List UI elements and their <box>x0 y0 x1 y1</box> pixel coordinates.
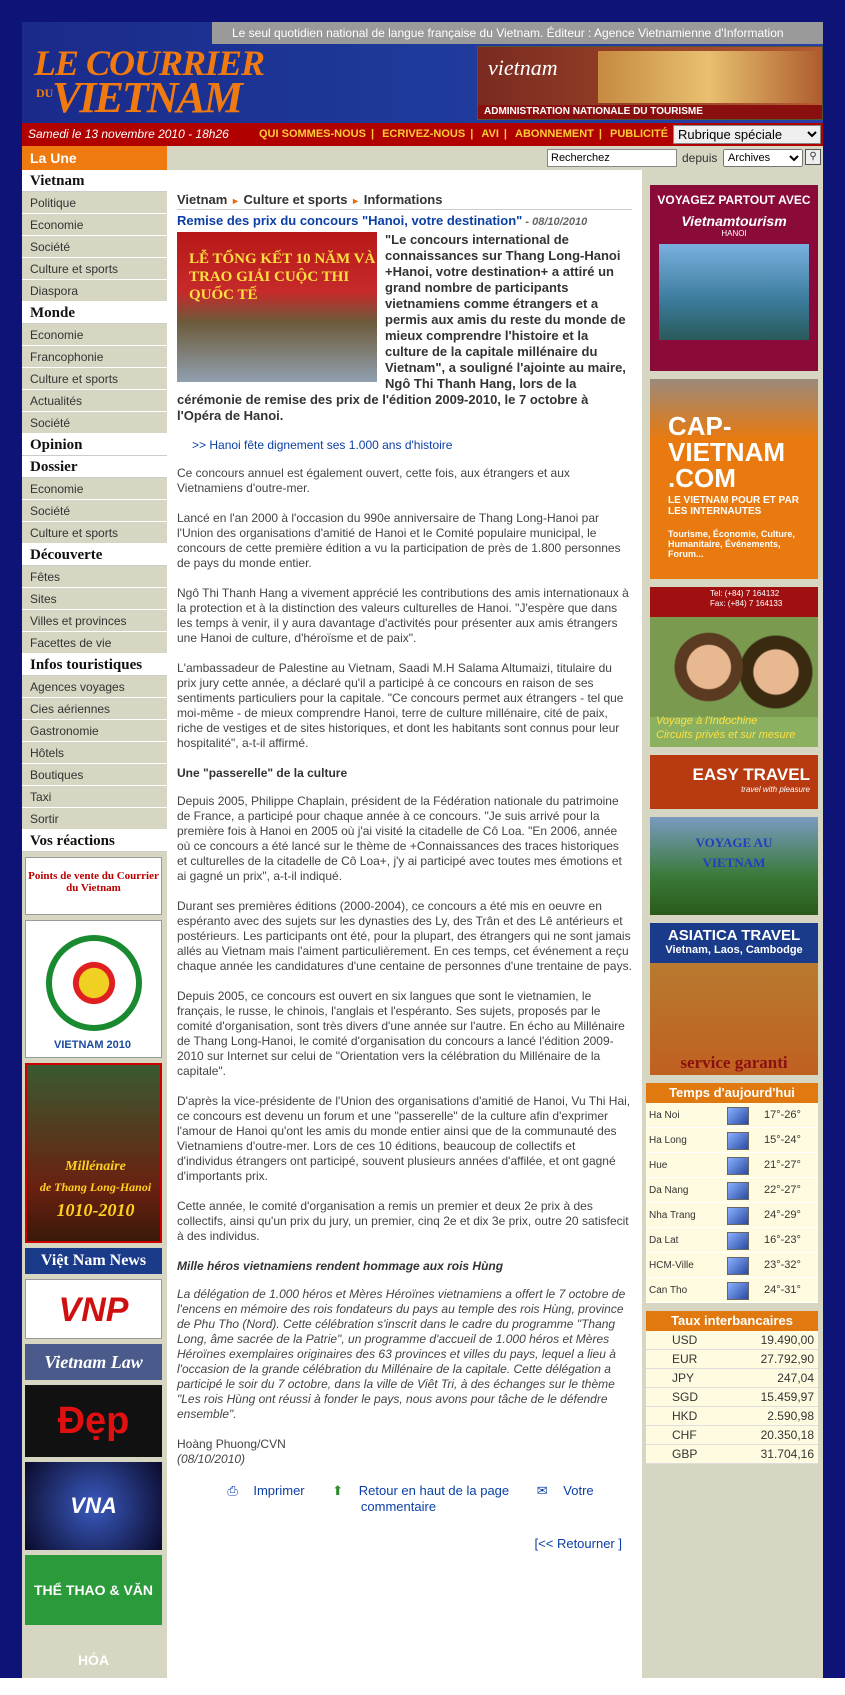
halong-bay-image <box>659 244 809 340</box>
weather-icon <box>727 1282 749 1300</box>
arrow-up-icon: ⬆ <box>332 1483 344 1498</box>
section-infos[interactable]: Infos touristiques <box>22 654 167 676</box>
article-date: - 08/10/2010 <box>522 216 588 228</box>
print-button[interactable] <box>221 1483 310 1498</box>
weather-icon <box>727 1207 749 1225</box>
sidebar-item[interactable]: Economie <box>22 478 167 500</box>
related-link[interactable]: >> Hanoi fête dignement ses 1.000 ans d'histoire <box>192 438 453 452</box>
sidebar-item[interactable]: Gastronomie <box>22 720 167 742</box>
paragraph: D'après la vice-présidente de l'Union des organisations d'amitié de Hanoi, Vu Thi Hai, ce concours est devenu un forum et une "passerelle" de la culture afin d'exprimer l'amour de Hanoi qu'ont les amis du monde entier ainsi que de la communauté des Vietnamiens d'outre-mer. Lors de ces 10 éditions, beaucoup de collectifs et d'individus étrangers ont participé, souvent plusieurs années d'affilée, et ont gagné d'importants prix. <box>177 1094 631 1183</box>
print-label: Imprimer <box>253 1483 305 1498</box>
millenaire-line2: de Thang Long-Hanoi <box>39 1180 152 1194</box>
ad1-brand: Vietnamtourism <box>681 213 787 229</box>
depuis-label: depuis <box>682 151 718 165</box>
sidebar-item[interactable]: Politique <box>22 192 167 214</box>
ad6-title: ASIATICA TRAVEL <box>667 927 801 944</box>
ad-voyage-au-vietnam[interactable] <box>650 817 818 915</box>
weather-row <box>646 1103 818 1128</box>
ad3-line: Voyage à l'Indochine <box>656 715 758 727</box>
sidebar-item[interactable]: Economie <box>22 324 167 346</box>
sidebar-item[interactable]: Facettes de vie <box>22 632 167 654</box>
author <box>177 1437 632 1467</box>
nav-link-qui[interactable]: QUI SOMMES-NOUS <box>259 128 366 140</box>
ad-vnp[interactable]: VNP <box>25 1279 162 1339</box>
section-dossier[interactable]: Dossier <box>22 456 167 478</box>
nav-bar <box>22 123 823 146</box>
weather-temp: 22°-27° <box>764 1184 801 1196</box>
article-tools <box>177 1483 632 1514</box>
photo-banner-text: LỄ TỔNG KẾT 10 NĂM VÀ TRAO GIẢI CUỘC THI QUỐC TẾ <box>189 251 376 303</box>
weather-row <box>646 1153 818 1178</box>
vietnam-ad-logo: vietnam <box>488 55 558 80</box>
rate-value: 247,04 <box>777 1371 814 1385</box>
rate-value: 19.490,00 <box>760 1333 814 1347</box>
rate-value: 31.704,16 <box>760 1447 814 1461</box>
site-logo[interactable] <box>32 42 282 122</box>
sidebar-item[interactable]: Culture et sports <box>22 368 167 390</box>
comment-icon: ✉ <box>536 1483 548 1498</box>
weather-city: Ha Long <box>649 1135 687 1146</box>
weather-icon <box>727 1182 749 1200</box>
rubrique-select[interactable] <box>673 125 821 144</box>
ad-points-de-vente[interactable]: Points de vente du Courrier du Vietnam <box>25 857 162 915</box>
tagline: Le seul quotidien national de langue française du Vietnam. Éditeur : Agence Vietnamienne d'Information <box>212 22 823 44</box>
ad-millenaire[interactable] <box>25 1063 162 1243</box>
ad-the-thao-van-hoa[interactable]: THỂ THAO & VĂN HÓA <box>25 1555 162 1625</box>
weather-city: Hue <box>649 1160 668 1171</box>
millenaire-line1: Millénaire <box>65 1159 126 1174</box>
left-sidebar <box>22 170 167 1678</box>
subheading: Une "passerelle" de la culture <box>177 766 348 780</box>
rate-currency: EUR <box>672 1352 698 1366</box>
weather-icon <box>727 1157 749 1175</box>
ad3-line2: Circuits privés et sur mesure <box>656 729 796 741</box>
sidebar-item[interactable]: Fêtes <box>22 566 167 588</box>
weather-icon <box>727 1232 749 1250</box>
ad-vietnam-law[interactable]: Vietnam Law <box>25 1344 162 1380</box>
tourism-ad-banner[interactable] <box>477 46 823 120</box>
rate-value: 27.792,90 <box>760 1352 814 1366</box>
rate-value: 2.590,98 <box>767 1409 814 1423</box>
ad-discovery-indochina[interactable] <box>650 587 818 747</box>
ad2-line-a: CAP- <box>668 411 732 441</box>
top-label: Retour en haut de la page <box>358 1483 510 1498</box>
return-link[interactable]: [<< Retourner ] <box>534 1536 622 1551</box>
ad-vietnam-news[interactable]: Việt Nam News <box>25 1248 162 1274</box>
weather-icon <box>727 1132 749 1150</box>
rate-row <box>646 1426 818 1445</box>
sidebar-item[interactable]: Hôtels <box>22 742 167 764</box>
weather-temp: 21°-27° <box>764 1159 801 1171</box>
la-une-tab[interactable]: La Une <box>22 146 167 170</box>
weather-temp: 16°-23° <box>764 1234 801 1246</box>
weather-city: Can Tho <box>649 1285 688 1296</box>
nav-link-ecrivez[interactable]: ECRIVEZ-NOUS <box>382 128 466 140</box>
sidebar-item[interactable]: Economie <box>22 214 167 236</box>
article-photo <box>177 232 377 382</box>
section-monde[interactable]: Monde <box>22 302 167 324</box>
section-vietnam[interactable]: Vietnam <box>22 170 167 192</box>
paragraph: Ce concours annuel est également ouvert, cette fois, aux étrangers et aux Vietnamiens d'outre-mer. <box>177 466 570 495</box>
weather-city: Da Lat <box>649 1235 679 1246</box>
sidebar-item[interactable]: Taxi <box>22 786 167 808</box>
crumb-culture[interactable]: Culture et sports <box>243 192 348 207</box>
children-photo <box>650 617 818 717</box>
ad-vna[interactable]: VNA <box>25 1462 162 1550</box>
right-sidebar <box>642 170 823 1678</box>
puppets-image <box>598 51 818 103</box>
ad2-line-c: .COM <box>668 463 736 493</box>
ad-vietnamtourism[interactable] <box>650 185 818 371</box>
back-to-top-button[interactable] <box>326 1483 515 1498</box>
sidebar-item[interactable]: Société <box>22 412 167 434</box>
rate-row <box>646 1445 818 1464</box>
weather-city: Da Nang <box>649 1185 689 1196</box>
ad-vietnam-2010[interactable] <box>25 920 162 1058</box>
crumb-informations[interactable]: Informations <box>363 192 443 207</box>
weather-row <box>646 1278 818 1303</box>
article-title-text: Remise des prix du concours "Hanoi, votre destination" <box>177 213 523 228</box>
sidebar-item[interactable]: Villes et provinces <box>22 610 167 632</box>
current-date: Samedi le 13 novembre 2010 - 18h26 <box>28 127 229 141</box>
rate-row <box>646 1350 818 1369</box>
paragraph: L'ambassadeur de Palestine au Vietnam, Saadi M.H Salama Altumaizi, titulaire du prix jury cette année, a déclaré qu'il a participé à ce concours en raison de ses sentiments particuliers pour la capitale. "Ce concours permet aux étrangers - tel que moi-même - de mieux comprendre Hanoi, terre de culture millénaire, cité de paix, riche de vestiges et de sites historiques, et dont les habitants sont connus pour leur hospitalité", a-t-il affirmé. <box>177 661 624 750</box>
author-date: (08/10/2010) <box>177 1452 246 1466</box>
rate-currency: CHF <box>672 1428 697 1442</box>
weather-row <box>646 1228 818 1253</box>
weather-table <box>646 1083 818 1303</box>
author-name: Hoàng Phuong/CVN <box>177 1437 286 1451</box>
sidebar-item[interactable]: Sites <box>22 588 167 610</box>
logo-bottom: VIETNAM <box>52 73 241 122</box>
sidebar-item[interactable]: Cies aériennes <box>22 698 167 720</box>
section-reactions[interactable]: Vos réactions <box>22 830 167 852</box>
weather-title: Temps d'aujourd'hui <box>646 1083 818 1103</box>
logo-mid: DU <box>36 86 54 100</box>
weather-temp: 24°-29° <box>764 1209 801 1221</box>
ad-easy-travel[interactable] <box>650 755 818 809</box>
weather-temp: 24°-31° <box>764 1284 801 1296</box>
archives-select[interactable] <box>723 149 803 167</box>
left-ads <box>22 852 167 1668</box>
rate-row <box>646 1331 818 1350</box>
crumb-arrow-icon: ► <box>230 196 240 206</box>
paragraph: Ngô Thi Thanh Hang a vivement apprécié les contributions des amis internationaux à la protection et à la distinction des valeurs culturelles de Hanoi. "J'espère que dans les temps à venir, il y aura davantage d'activités pour présenter aux amis étrangers une Hanoi de culture, d'héroïsme et de paix". <box>177 586 629 645</box>
ad1-city: HANOI <box>721 229 747 238</box>
sidebar-item[interactable]: Agences voyages <box>22 676 167 698</box>
paragraph: Lancé en l'an 2000 à l'occasion du 990e anniversaire de Thang Long-Hanoi par l'Union des organisations d'amitié de Hanoi et le Comité populaire municipal, le concours de cette première édition a vu la participation de près de 1.800 personnes de pays du monde entier. <box>177 511 621 570</box>
sidebar-item[interactable]: Diaspora <box>22 280 167 302</box>
weather-row <box>646 1203 818 1228</box>
ad4-title: EASY TRAVEL <box>692 765 810 784</box>
rate-currency: USD <box>672 1333 698 1347</box>
rate-currency: HKD <box>672 1409 698 1423</box>
weather-temp: 15°-24° <box>764 1134 801 1146</box>
paragraph: La délégation de 1.000 héros et Mères Héroïnes vietnamiens a offert le 7 octobre de l'encens en mémoire des rois fondateurs du pays au temple des rois Hùng, province de Phu Tho (Nord). Cette célébration s'inscrit dans le cadre du programme "Thang Long, âme sacrée de la Patrie", un programme d'accueil de 1.000 héros et Mères Héroïnes exemplaires originaires des 63 provinces et villes du pays, lequel a lieu à l'occasion de la grande célébration du Millénaire de la capitale. Cette délégation a participé le soir du 7 octobre, dans la ville de Viêt Tri, à des échanges sur le thème "Les rois Hùng ont réussi à fonder le pays, nous avons pour tâche de le défendre ensemble". <box>177 1287 626 1421</box>
sidebar-item[interactable]: Actualités <box>22 390 167 412</box>
weather-row <box>646 1178 818 1203</box>
rate-row <box>646 1407 818 1426</box>
asean-logo-icon <box>46 935 142 1031</box>
sidebar-item[interactable]: Boutiques <box>22 764 167 786</box>
weather-row <box>646 1128 818 1153</box>
logo-top: LE COURRIER <box>34 43 265 83</box>
weather-city: HCM-Ville <box>649 1260 694 1271</box>
sidebar-item[interactable]: Société <box>22 236 167 258</box>
subheading: Mille héros vietnamiens rendent hommage aux rois Hùng <box>177 1259 504 1273</box>
paragraph: Durant ses premières éditions (2000-2004), ce concours a été mis en oeuvre en espéranto avec des sujets sur les dynasties des Ly, des Trân et des Lê antérieurs et postérieurs. Les participants ont été, pour la plupart, des étrangers qui ne sont jamais allés au Vietnam mais l'aiment particulièrement. En ces temps, cet événement a reçu chaque année les candidatures d'une centaine de personnes d'une trentaine de pays. <box>177 899 632 973</box>
nav-link-publicite[interactable]: PUBLICITÉ <box>610 128 669 140</box>
weather-temp: 17°-26° <box>764 1109 801 1121</box>
paragraph: Depuis 2005, ce concours est ouvert en six langues que sont le vietnamien, le français, le russe, le chinois, l'anglais et l'espéranto. Ses sujets, proposés par le comité d'organisation, sont très divers d'une année sur l'autre. En écho au Millénaire de Thang Long-Hanoi, le comité d'organisation du concours a lancé l'édition 2009-2010 sur Internet sur celui de "Orientation vers la célébration du Millénaire de la capitale". <box>177 989 625 1078</box>
site-header <box>22 22 823 123</box>
ad2-topics: Tourisme, Économie, Culture, Humanitaire, Événements, Forum... <box>668 529 795 559</box>
rate-currency: GBP <box>672 1447 698 1461</box>
rate-value: 15.459,97 <box>760 1390 814 1404</box>
crumb-vietnam[interactable]: Vietnam <box>177 192 228 207</box>
breadcrumb <box>177 192 632 210</box>
sub-bar <box>22 146 823 170</box>
search-icon[interactable]: ⚲ <box>805 149 821 165</box>
comment-label: Votre commentaire <box>360 1483 594 1514</box>
ad5-title: VOYAGE AU VIETNAM <box>695 835 773 870</box>
millenaire-line3: 1010-2010 <box>56 1200 135 1220</box>
article-lead: "Le concours international de connaissances sur Thang Long-Hanoi +Hanoi, votre destination+ a attiré un grand nombre de participants vietnamiens comme étrangers et a permis aux amis du reste du monde de mieux comprendre l'histoire et la culture de la capitale millénaire du Vietnam", a souligné l'ajointe au maire, Ngô Thi Thanh Hang, lors de la cérémonie de remise des prix de l'édition 2009-2010, le 7 octobre à l'Opéra de Hanoi. <box>177 232 626 423</box>
weather-city: Ha Noi <box>649 1110 680 1121</box>
nav-links: QUI SOMMES-NOUS | ECRIVEZ-NOUS | AVI | ABONNEMENT | PUBLICITÉ <box>259 128 669 140</box>
rate-row <box>646 1388 818 1407</box>
ad2-line-b: VIETNAM <box>668 437 785 467</box>
sidebar-item[interactable]: Culture et sports <box>22 258 167 280</box>
weather-row <box>646 1253 818 1278</box>
section-decouverte[interactable]: Découverte <box>22 544 167 566</box>
ad6-sub: Vietnam, Laos, Cambodge <box>665 944 803 956</box>
search-input[interactable] <box>547 149 677 167</box>
ad6-foot: service garanti <box>680 1053 788 1072</box>
paragraph: Cette année, le comité d'organisation a remis un premier et deux 2e prix à des collectifs, ainsi qu'un prix du jury, un premier, cinq 2e et dix 3e prix, outre 20 satisfecit à des individus. <box>177 1199 629 1243</box>
rate-row <box>646 1369 818 1388</box>
sidebar-item[interactable]: Sortir <box>22 808 167 830</box>
paragraph: Depuis 2005, Philippe Chaplain, président de la Fédération nationale du patrimoine de France, a participé pour chaque année à ce concours. "Je suis arrivé pour la première fois à Hanoi en 2005 où j'ai visité la citadelle de Cô Loa. "En 2006, année où ce concours a été lancé sur le thème de +Connaissances des traces historiques et culturelles de la citadelle de Cô Loa+, j'y ai participé avec toutes mes émotions et ai gagné un prix", a-t-il indiqué. <box>177 794 622 883</box>
ad3-fax: Fax: (+84) 7 164133 <box>710 599 783 608</box>
sidebar-item[interactable]: Culture et sports <box>22 522 167 544</box>
weather-city: Nha Trang <box>649 1210 696 1221</box>
rate-currency: SGD <box>672 1390 699 1404</box>
ad-cap-vietnam[interactable] <box>650 379 818 579</box>
rate-value: 20.350,18 <box>760 1428 814 1442</box>
section-opinion[interactable]: Opinion <box>22 434 167 456</box>
ad-dep[interactable]: Đẹp <box>25 1385 162 1457</box>
nav-link-abonnement[interactable]: ABONNEMENT <box>515 128 594 140</box>
article-title <box>177 213 632 228</box>
weather-temp: 23°-32° <box>764 1259 801 1271</box>
ad3-tel: Tel: (+84) 7 164132 <box>710 589 780 598</box>
ad-asiatica[interactable] <box>650 923 818 1075</box>
ad1-title: VOYAGEZ PARTOUT AVEC <box>657 193 811 207</box>
rate-currency: JPY <box>672 1371 695 1385</box>
article <box>167 170 642 1678</box>
printer-icon: ⎙ <box>227 1483 238 1498</box>
nav-link-avi[interactable]: AVI <box>481 128 499 140</box>
ad4-sub: travel with pleasure <box>741 785 810 794</box>
rates-title: Taux interbancaires <box>646 1311 818 1331</box>
ad2-tagline: LE VIETNAM POUR ET PAR LES INTERNAUTES <box>668 495 799 517</box>
sidebar-item[interactable]: Société <box>22 500 167 522</box>
ad-caption: ADMINISTRATION NATIONALE DU TOURISME <box>478 105 822 119</box>
sidebar-item[interactable]: Francophonie <box>22 346 167 368</box>
weather-icon <box>727 1257 749 1275</box>
weather-icon <box>727 1107 749 1125</box>
rates-table <box>646 1311 818 1464</box>
crumb-arrow-icon: ► <box>351 196 361 206</box>
ad-vietnam-2010-label: VIETNAM 2010 <box>54 1039 132 1051</box>
